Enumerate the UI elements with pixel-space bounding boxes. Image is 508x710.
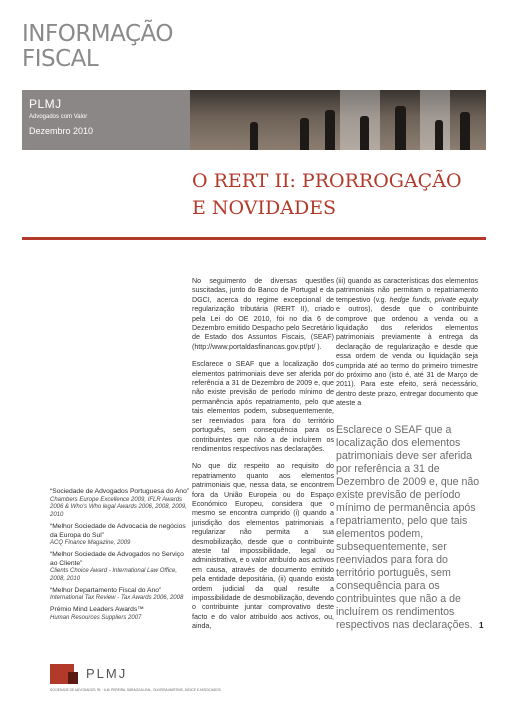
title-divider (22, 237, 486, 240)
award-item (50, 587, 190, 603)
award-title: “Melhor Sociedade de Advogados no Serviço ao Cliente” (50, 550, 184, 567)
award-title: “Melhor Departamento Fiscal do Ano” (50, 586, 162, 594)
award-source: Human Resources Suppliers 2007 (50, 614, 142, 621)
photo-figure (395, 106, 406, 150)
article-column-1 (192, 277, 334, 640)
paragraph: No seguimento de diversas questões suscitadas, junto do Banco de Portugal e da DGCI, acerca do regime excepcional de regularização tributária (RERT II), criado pela Lei do OE 2010, foi no dia 6 de Dezembro emitido Despacho pelo Secretário de Estado dos Assuntos Fiscais, (SEAF) (http://www.portaldasfinancas.gov.pt/pt/ ). (192, 277, 334, 351)
award-title: “Sociedade de Advogados Portuguesa do Ano” (50, 488, 190, 495)
issue-date: Dezembro 2010 (29, 126, 94, 136)
publication-masthead (22, 22, 173, 72)
brand-box (22, 90, 190, 150)
paragraph-emphasis: hedge funds, private equity (389, 295, 479, 304)
article-title-line2: E NOVIDADES (192, 197, 337, 219)
masthead-line1: INFORMAÇÃO (22, 21, 173, 47)
award-source: Clients Choice Award - International Law Office, 2008, 2010 (50, 568, 178, 582)
logo-text: PLMJ (86, 666, 128, 681)
photo-figure (325, 110, 335, 150)
photo-figure (435, 120, 443, 150)
article-title (192, 168, 462, 222)
photo-figure (460, 112, 470, 150)
award-title: Prémio Mind Leaders Awards™ (50, 606, 144, 614)
article-column-2 (336, 277, 478, 417)
paragraph (336, 277, 478, 409)
paragraph-text: (iii) quando as características dos elementos patrimoniais não permitam o repatriamento tempestivo (v.g. (336, 277, 478, 304)
photo-figure (360, 116, 369, 150)
photo-figure (300, 118, 309, 150)
award-item (50, 551, 190, 584)
article-title-line1: O RERT II: PRORROGAÇÃO (192, 170, 462, 192)
award-source: Chambers Europe Excellence 2009, IFLR Awards 2006 & Who's Who legal Awards 2006, 2008, 2009, 2010 (50, 496, 187, 519)
footer-fine-print: SOCIEDADE DE ADVOGADOS, RL · A.M. PEREIRA, SÁRAGGA LEAL, OLIVEIRA MARTINS, JÚDICE E ASSOCIADOS (50, 688, 221, 692)
awards-list (50, 488, 190, 626)
award-item (50, 606, 190, 622)
award-source: ACQ Finance Magazine, 2009 (50, 540, 131, 547)
paragraph: No que diz respeito ao requisito do repatriamento quanto aos elementos patrimoniais que, nessa data, se encontrem fora da União Europeia ou do Espaço Económico Europeu, considera que o mesmo se encontra cumprido (i) quando a jurisdição dos elementos patrimoniais a regularizar não permita a sua desmobilização, desde que o contribuinte ateste tal impossibilidade, legal ou administrativa, e o valor atribuído aos activos em causa, através de documento emitido pela entidade depositária, (ii) quando exista ordem judicial da qual resulte a impossibilidade de desmobilização, devendo o contribuinte juntar comprovativo deste facto e do valor atribuído aos activos, ou, ainda, (192, 462, 334, 631)
header-photo (190, 90, 486, 150)
paragraph: Esclarece o SEAF que a localização dos elementos patrimoniais deve ser aferida por referência a 31 de Dezembro de 2009 e, que não existe previsão de período mínimo de permanência após repatriamento, pelo que tais elementos podem, subsequentemente, ser reenviados para fora do território português, sem consequência para os contribuintes que não a de incluírem os rendimentos respectivos nas declarações. (192, 360, 334, 453)
page-number: 1 (479, 621, 484, 630)
brand-name: PLMJ (29, 97, 62, 111)
pull-quote: Esclarece o SEAF que a localização dos elementos patrimoniais deve ser aferida por referência a 31 de Dezembro de 2009 e, que não existe previsão de período mínimo de permanência após repatriamento, pelo que tais elementos podem, subsequentemente, ser reenviados para fora do território português, sem consequência para os contribuintes que não a de incluírem os rendimentos respectivos nas declarações. (336, 424, 480, 631)
award-source: International Tax Review - Tax Awards 2006, 2008 (50, 595, 184, 602)
award-item (50, 488, 190, 520)
award-title: “Melhor Sociedade de Advocacia de negócios da Europa do Sul” (50, 522, 186, 539)
brand-tagline: Advogados com Valor (29, 114, 88, 120)
logo-square-dark (68, 672, 78, 684)
photo-figure (250, 122, 258, 150)
masthead-line2: FISCAL (22, 46, 99, 72)
award-item (50, 523, 190, 548)
paragraph-text: e outros), desde que o contribuinte comprove que ordenou a venda ou a liquidação dos referidos elementos patrimoniais previamente à entrega da declaração de regularização e desde que essa ordem de venda ou liquidação seja cumprida até ao termo do primeiro trimestre do próximo ano (isto é, até 31 de Março de 2011). Para este efeito, será necessário, dentro deste prazo, entregar documento que ateste a (336, 305, 478, 408)
